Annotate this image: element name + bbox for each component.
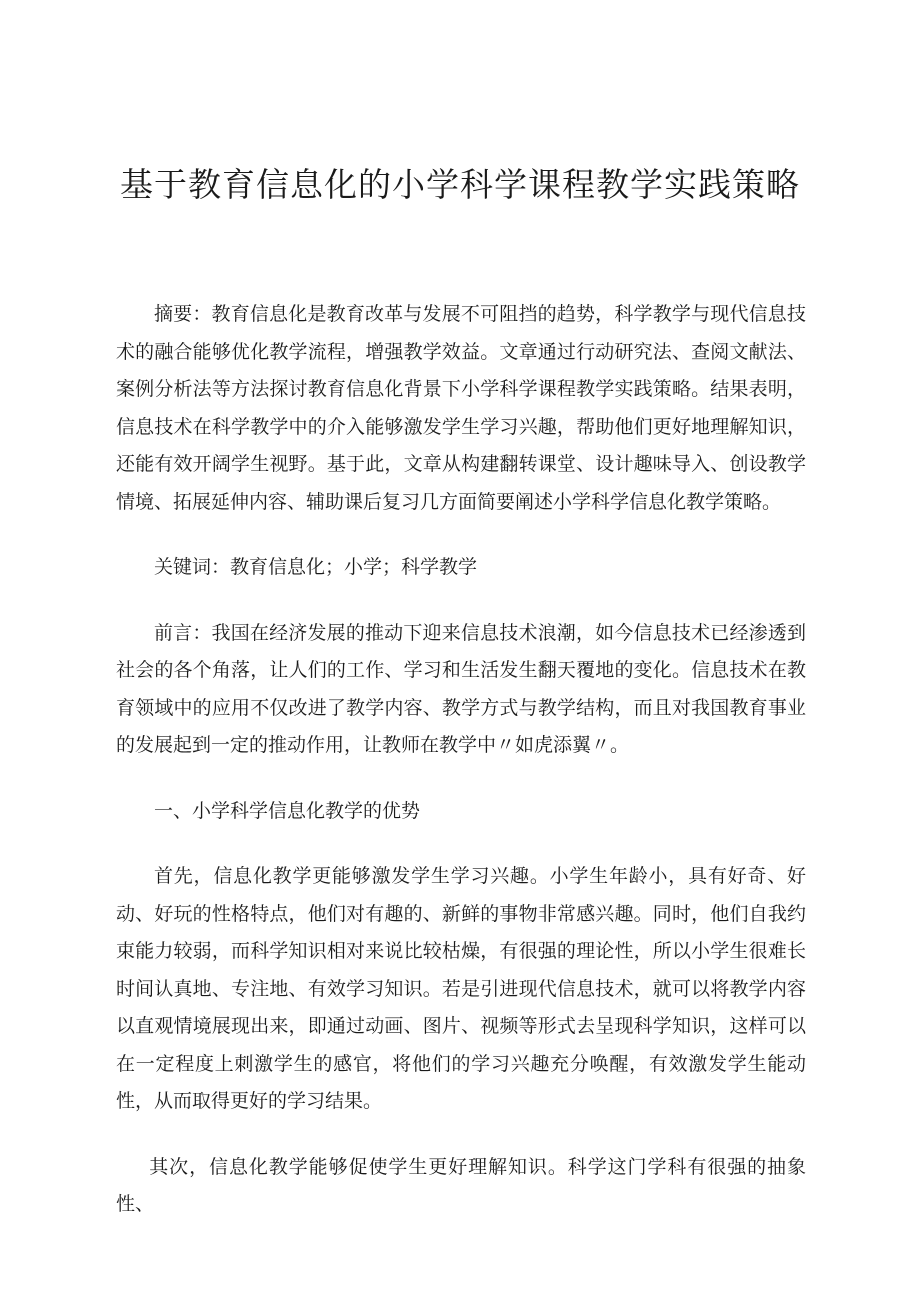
abstract-paragraph: 摘要：教育信息化是教育改革与发展不可阻挡的趋势，科学教学与现代信息技术的融合能够优化教学流程，增强教学效益。文章通过行动研究法、查阅文献法、案例分析法等方法探讨教育信息化背景下小学科学课程教学实践策略。结果表明，信息技术在科学教学中的介入能够激发学生学习兴趣，帮助他们更好地理解知识，还能有效开阔学生视野。基于此，文章从构建翻转课堂、设计趣味导入、创设教学情境、拓展延伸内容、辅助课后复习几方面简要阐述小学科学信息化教学策略。	[116, 303, 806, 513]
second-point-paragraph: 其次，信息化教学能够促使学生更好理解知识。科学这门学科有很强的抽象性、	[116, 1155, 806, 1215]
document-body	[116, 296, 806, 1224]
paragraph-gap	[116, 521, 806, 549]
document-title: 基于教育信息化的小学科学课程教学实践策略	[120, 165, 800, 204]
paragraph-gap	[116, 765, 806, 793]
paragraph-gap	[116, 830, 806, 858]
keywords-paragraph: 关键词：教育信息化；小学；科学教学	[154, 556, 478, 578]
first-point-paragraph: 首先，信息化教学更能够激发学生学习兴趣。小学生年龄小，具有好奇、好动、好玩的性格特点，他们对有趣的、新鲜的事物非常感兴趣。同时，他们自我约束能力较弱，而科学知识相对来说比较枯燥，有很强的理论性，所以小学生很难长时间认真地、专注地、有效学习知识。若是引进现代信息技术，就可以将教学内容以直观情境展现出来，即通过动画、图片、视频等形式去呈现科学知识，这样可以在一定程度上刺激学生的感官，将他们的学习兴趣充分唤醒，有效激发学生能动性，从而取得更好的学习结果。	[116, 865, 806, 1112]
paragraph-gap	[116, 587, 806, 615]
paragraph-gap	[116, 1121, 806, 1149]
section-heading: 一、小学科学信息化教学的优势	[154, 799, 421, 822]
preface-paragraph: 前言：我国在经济发展的推动下迎来信息技术浪潮，如今信息技术已经渗透到社会的各个角落，让人们的工作、学习和生活发生翻天覆地的变化。信息技术在教育领域中的应用不仅改进了教学内容、教学方式与教学结构，而且对我国教育事业的发展起到一定的推动作用，让教师在教学中〃如虎添翼〃。	[116, 621, 806, 756]
